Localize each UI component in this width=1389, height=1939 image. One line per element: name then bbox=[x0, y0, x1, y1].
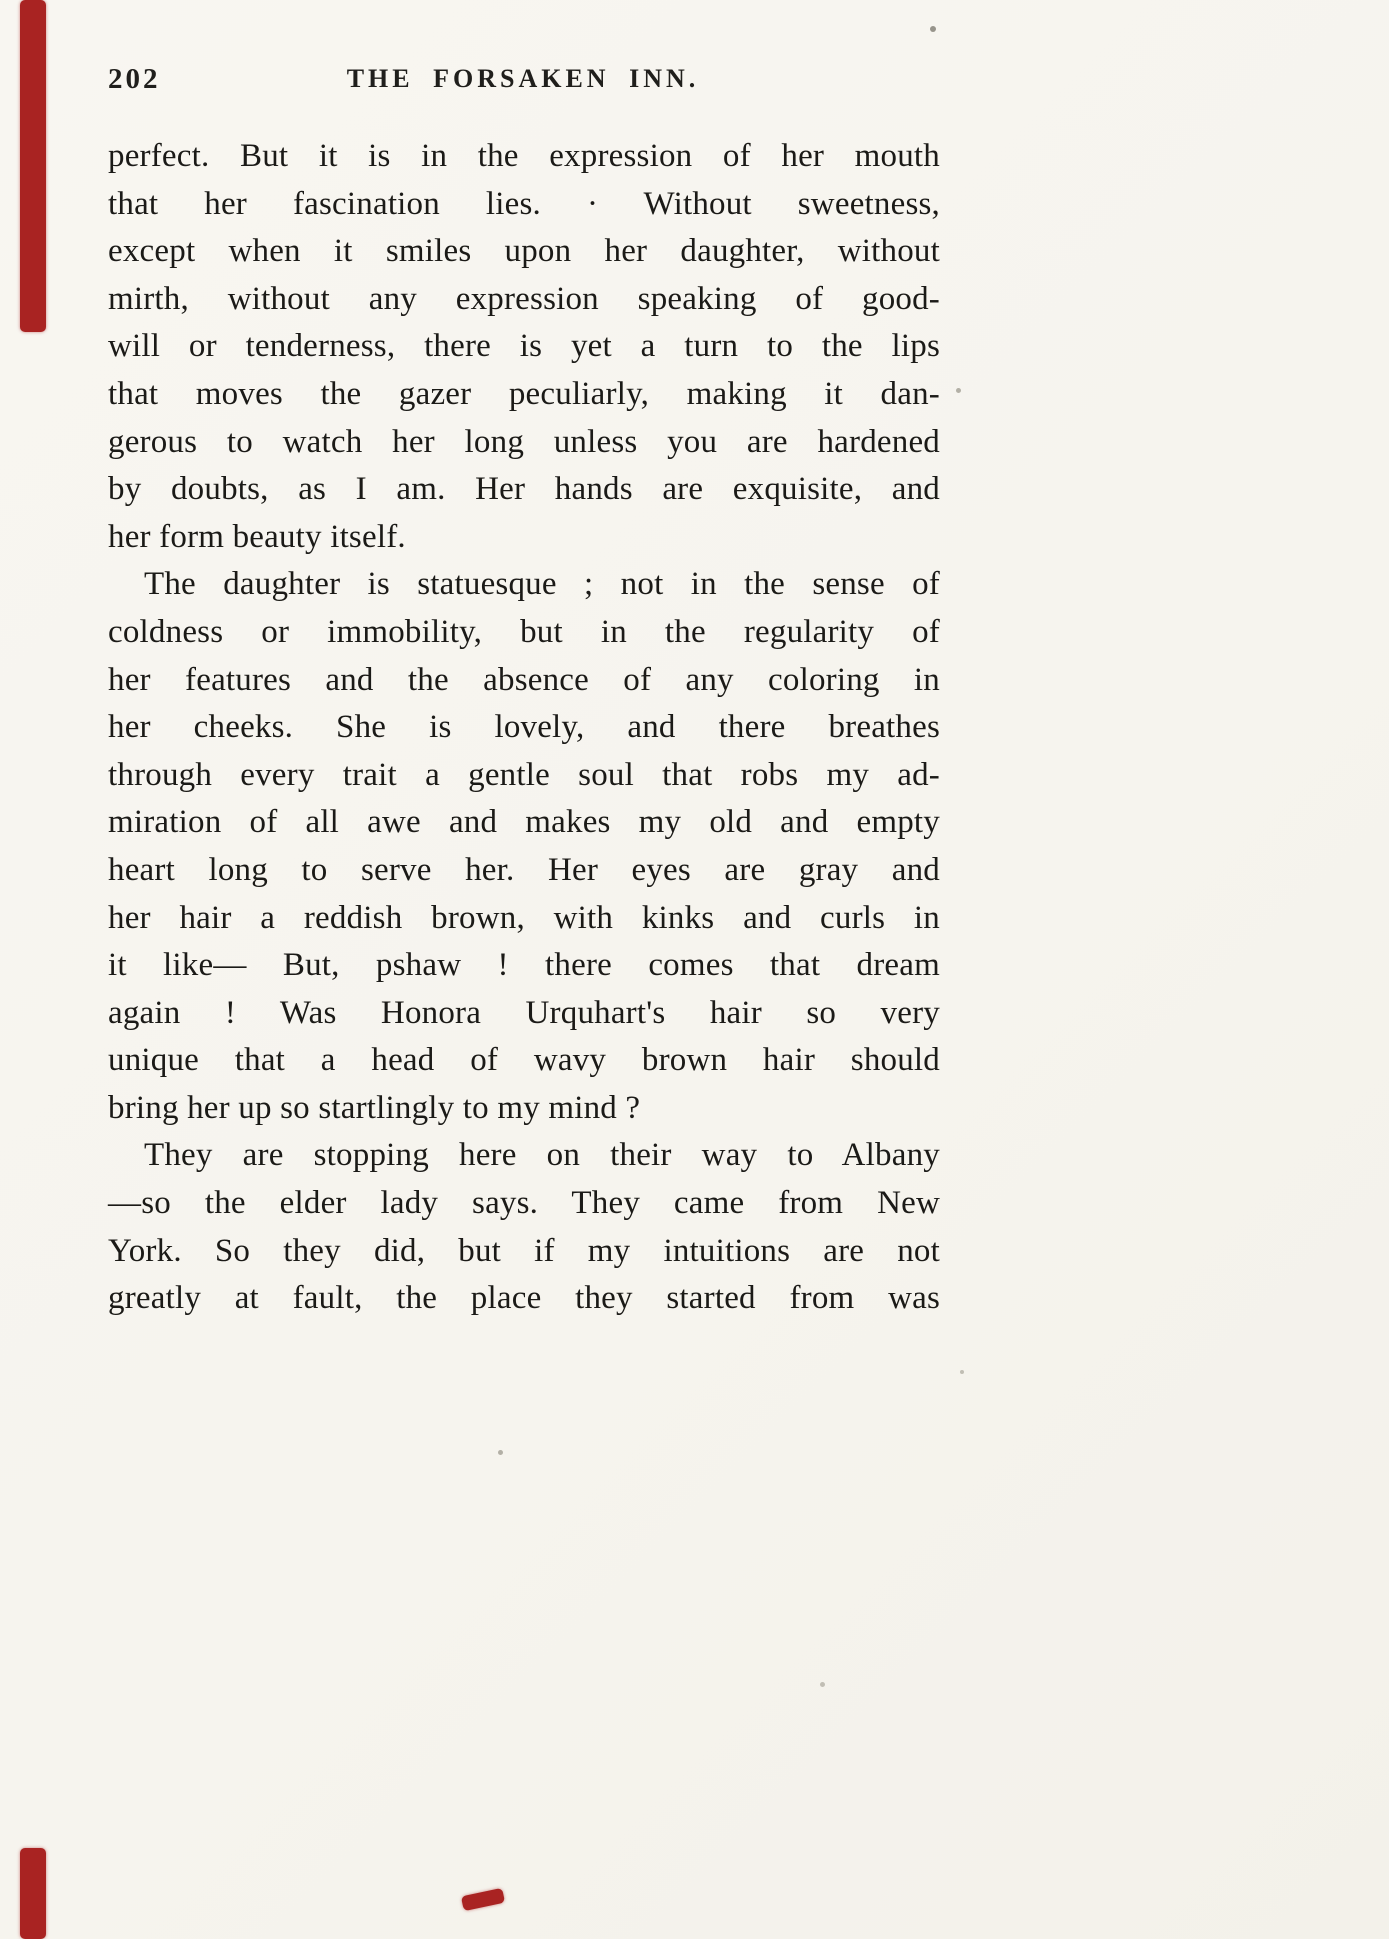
text-line: through every trait a gentle soul that robs my ad- bbox=[108, 756, 940, 793]
text-line: They are stopping here on their way to Albany bbox=[144, 1137, 940, 1174]
text-line: it like— But, pshaw ! there comes that dream bbox=[108, 947, 940, 984]
paragraph bbox=[108, 561, 940, 1132]
text-line: except when it smiles upon her daughter, without bbox=[108, 233, 940, 270]
text-line: that her fascination lies. · Without sweetness, bbox=[108, 185, 940, 222]
text-line: bring her up so startlingly to my mind ? bbox=[108, 1089, 641, 1126]
text-line: The daughter is statuesque ; not in the sense of bbox=[144, 566, 940, 603]
page-header bbox=[108, 60, 938, 102]
text-line: again ! Was Honora Urquhart's hair so very bbox=[108, 994, 940, 1031]
paragraph bbox=[108, 1132, 940, 1322]
paragraph bbox=[108, 133, 940, 561]
text-line: —so the elder lady says. They came from New bbox=[108, 1185, 940, 1222]
text-line: her cheeks. She is lovely, and there breathes bbox=[108, 709, 940, 746]
text-line: miration of all awe and makes my old and empty bbox=[108, 804, 940, 841]
body-text bbox=[108, 133, 940, 1323]
text-line: perfect. But it is in the expression of her mouth bbox=[108, 138, 940, 174]
red-edge-mark-bottom bbox=[20, 1848, 46, 1939]
text-line: mirth, without any expression speaking of good- bbox=[108, 280, 940, 317]
text-line: gerous to watch her long unless you are hardened bbox=[108, 423, 940, 460]
text-line: will or tenderness, there is yet a turn to the lips bbox=[108, 328, 940, 365]
text-line: unique that a head of wavy brown hair should bbox=[108, 1042, 940, 1079]
text-line: that moves the gazer peculiarly, making it dan- bbox=[108, 375, 940, 412]
red-ink-mark bbox=[461, 1888, 505, 1911]
text-line: coldness or immobility, but in the regularity of bbox=[108, 613, 940, 650]
scan-speck bbox=[498, 1450, 503, 1455]
scan-speck bbox=[956, 388, 961, 393]
text-line: York. So they did, but if my intuitions are not bbox=[108, 1232, 940, 1269]
text-line: greatly at fault, the place they started from was bbox=[108, 1280, 940, 1317]
scan-speck bbox=[820, 1682, 825, 1687]
text-line: by doubts, as I am. Her hands are exquisite, and bbox=[108, 471, 940, 508]
red-edge-mark-top bbox=[20, 0, 46, 332]
text-line: her features and the absence of any coloring in bbox=[108, 661, 940, 698]
text-line: her hair a reddish brown, with kinks and curls in bbox=[108, 899, 940, 936]
text-line: heart long to serve her. Her eyes are gray and bbox=[108, 851, 940, 888]
scan-speck bbox=[930, 26, 936, 32]
page-number: 202 bbox=[108, 63, 161, 95]
scan-speck bbox=[960, 1370, 964, 1374]
text-line: her form beauty itself. bbox=[108, 518, 406, 555]
running-title: THE FORSAKEN INN. bbox=[346, 64, 700, 93]
